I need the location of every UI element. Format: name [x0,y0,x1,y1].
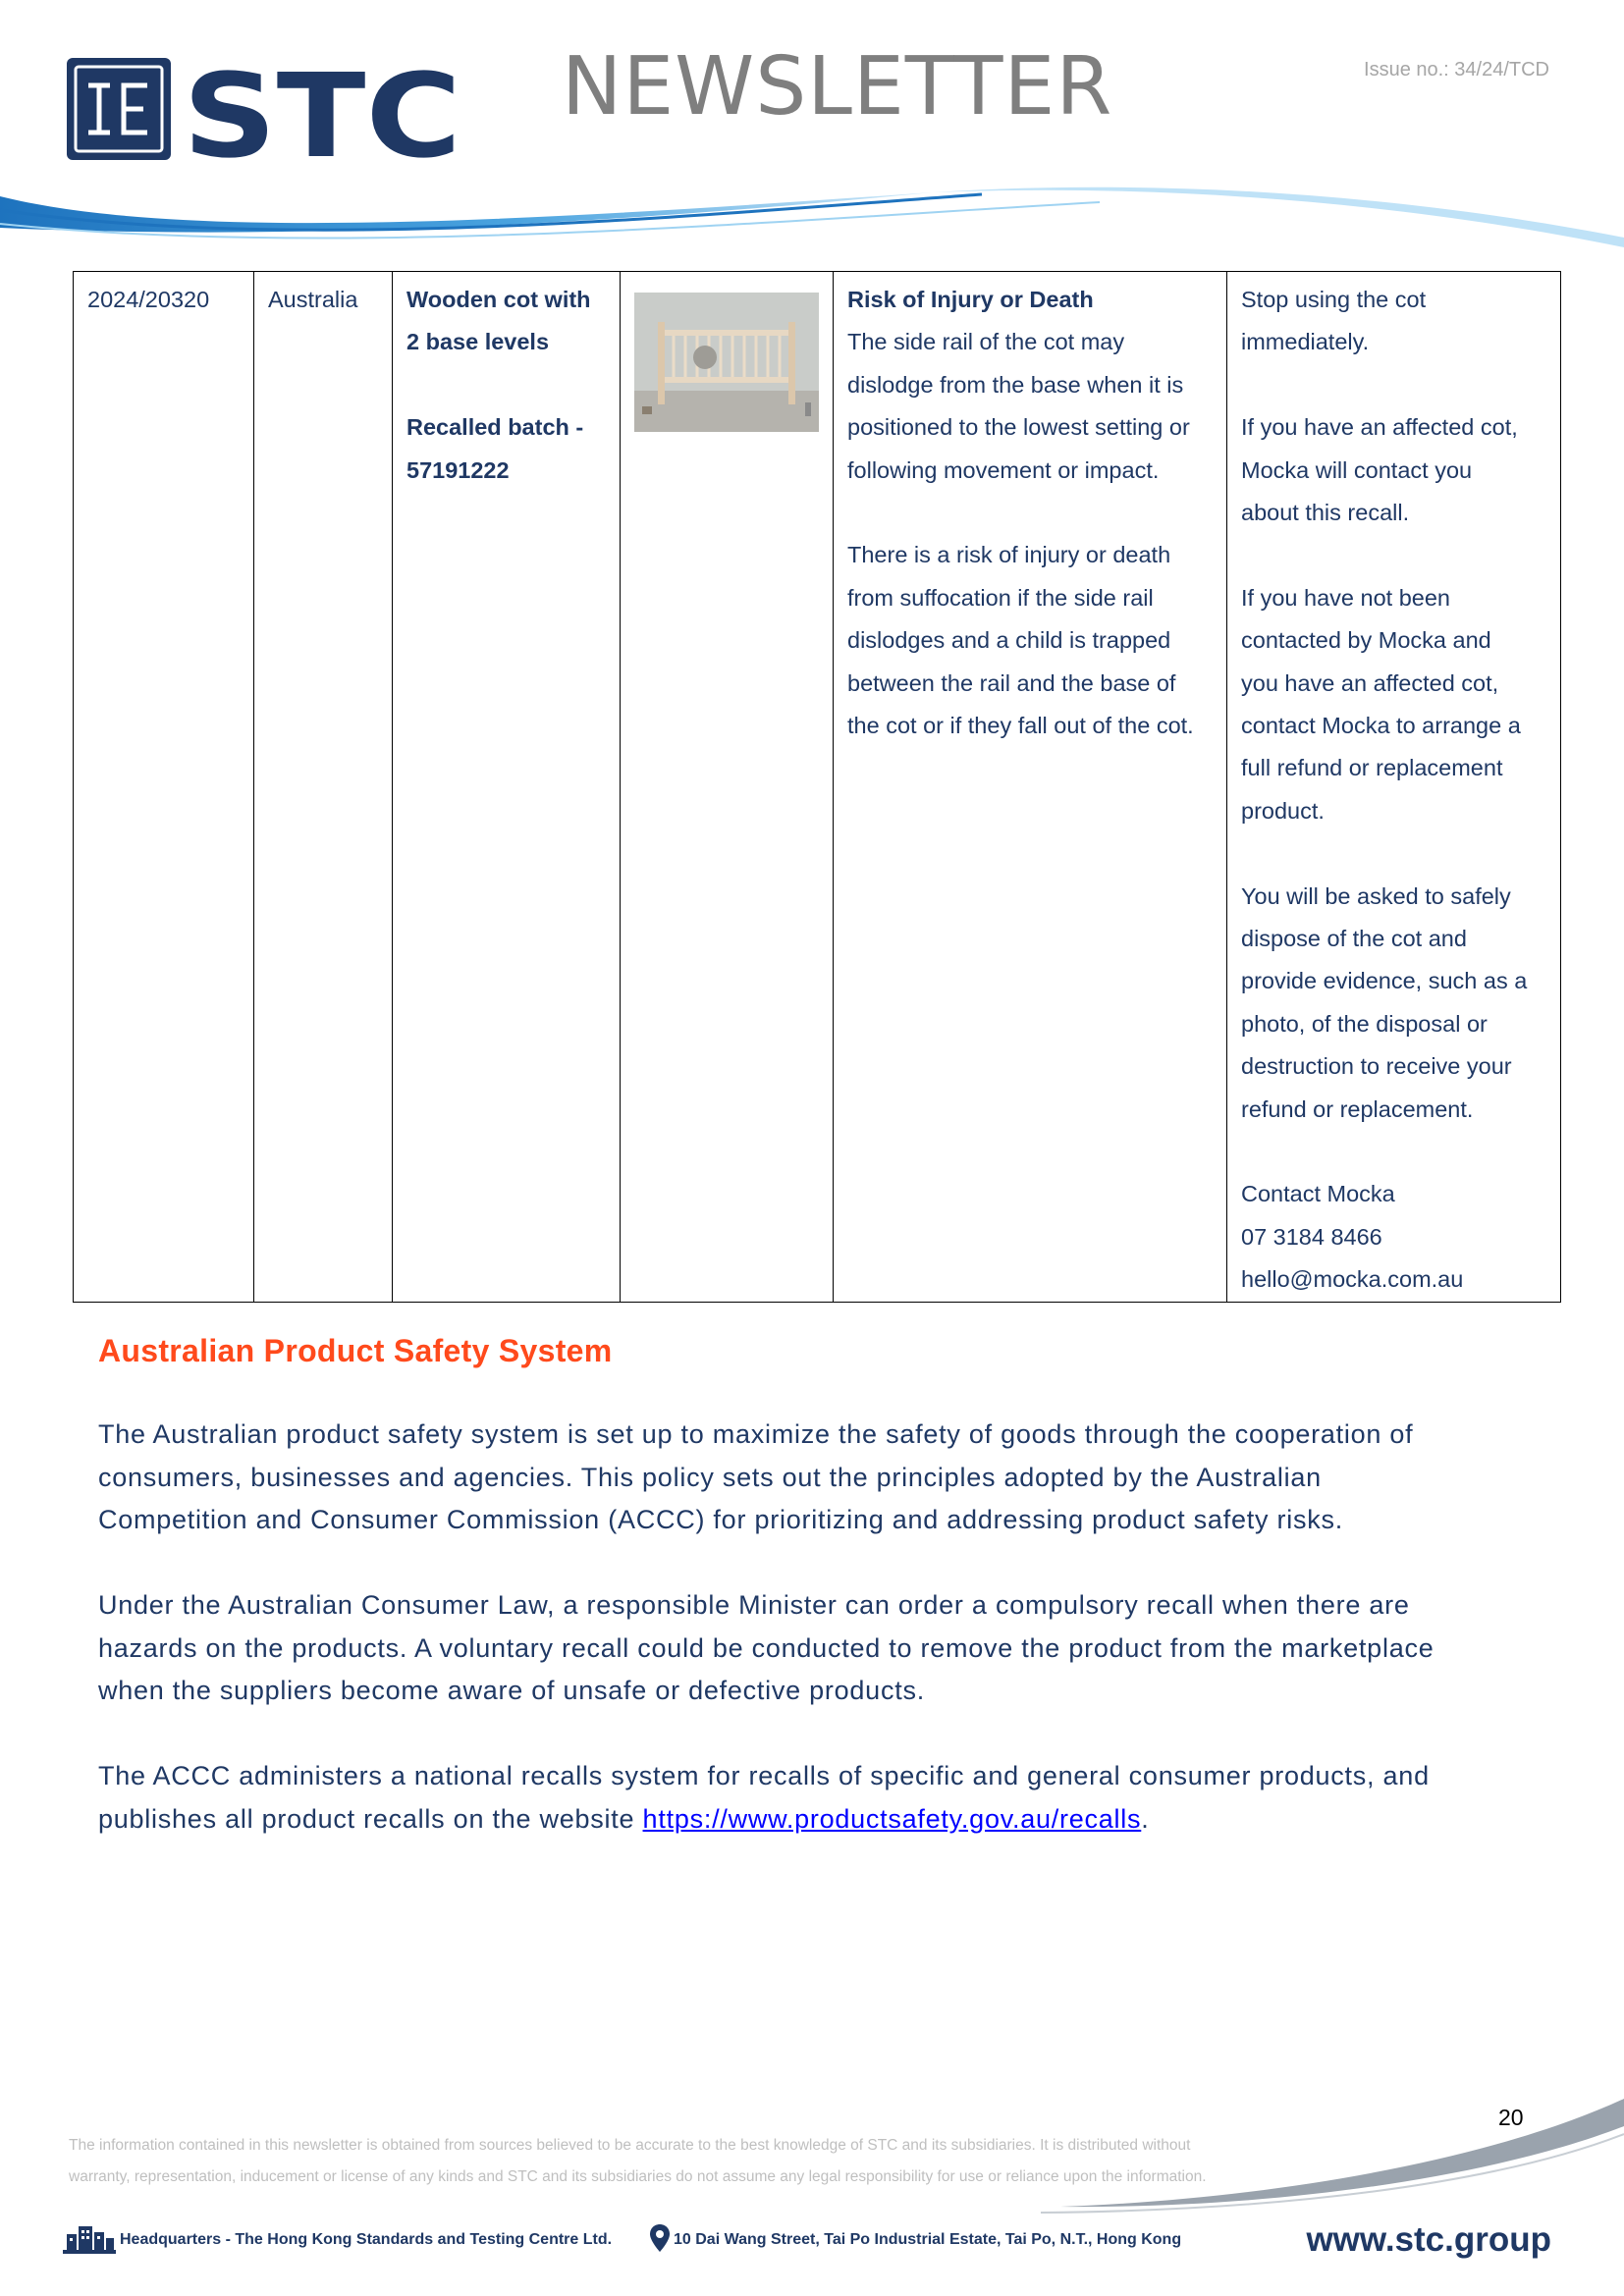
table-row [74,272,1561,1303]
location-pin-icon [650,2224,670,2252]
paragraph-1: The Australian product safety system is set up to maximize the safety of goods through the cooperation of consumers, businesses and agencies. This policy sets out the principles adopted by the Australian Competition and Consumer Commission (ACCC) for prioritizing and addressing product safety risks. [98,1419,1414,1534]
website-url[interactable]: www.stc.group [1306,2220,1551,2259]
country-cell: Australia [254,272,393,1303]
section-heading: Australian Product Safety System [98,1333,613,1368]
disclaimer: The information contained in this newsletter is obtained from sources believed to be accurate to the best knowledge of STC and its subsidiaries. It is distributed without warranty, representation, inducement or license of any kinds and STC and its subsidiaries do not assume any legal responsibility for use or reliance upon the information. [69,2137,1207,2185]
wooden-cot-photo [634,293,819,432]
contact-email: hello@mocka.com.au [1241,1266,1464,1293]
address-text: 10 Dai Wang Street, Tai Po Industrial Estate, Tai Po, N.T., Hong Kong [674,2231,1182,2248]
product-cell: Wooden cot with 2 base levels Recalled batch - 57191222 [393,272,621,1303]
remedy-cell: Stop using the cot immediately. If you have an affected cot, Mocka will contact you about this recall. If you have not been contacted by Mocka and you have an affected cot, contact Mocka to arrange a full refund or replacement product. You will be asked to safely dispose of the cot and provide evidence, such as a photo, of the disposal or destruction to receive your refund or replacement. Contact Mocka 07 3184 8466 hello@mocka.com.au [1227,272,1561,1303]
page-number: 20 [1498,2105,1524,2130]
headquarters-text: Headquarters - The Hong Kong Standards and Testing Centre Ltd. [120,2231,613,2248]
reference-cell: 2024/20320 [74,272,254,1303]
paragraph-3: The ACCC administers a national recalls system for recalls of specific and general consumer products, and publishes all product recalls on the website https://www.productsafety.gov.au/recalls. [98,1761,1430,1834]
hazard-cell: Risk of Injury or Death The side rail of the cot may dislodge from the base when it is positioned to the lowest setting or following movement or impact. There is a risk of injury or death from suffocation if the side rail dislodges and a child is trapped between the rail and the base of the cot or if they fall out of the cot. [834,272,1227,1303]
issue-number: Issue no.: 34/24/TCD [1364,59,1549,80]
newsletter-title: NEWSLETTER [562,40,1113,133]
paragraph-2: Under the Australian Consumer Law, a responsible Minister can order a compulsory recall when there are hazards on the products. A voluntary recall could be conducted to remove the product from the marketplace when the suppliers become aware of unsafe or defective products. [98,1590,1435,1705]
stc-logo [67,56,463,162]
svg-text:STC: STC [183,56,461,162]
recall-table [73,271,1561,1303]
section-body [98,1414,1551,1884]
image-cell [621,272,834,1303]
recalls-link[interactable]: https://www.productsafety.gov.au/recalls [642,1803,1142,1834]
building-icon [63,2222,116,2254]
header-swoosh [0,177,1624,265]
footer-bar [63,2220,1595,2260]
